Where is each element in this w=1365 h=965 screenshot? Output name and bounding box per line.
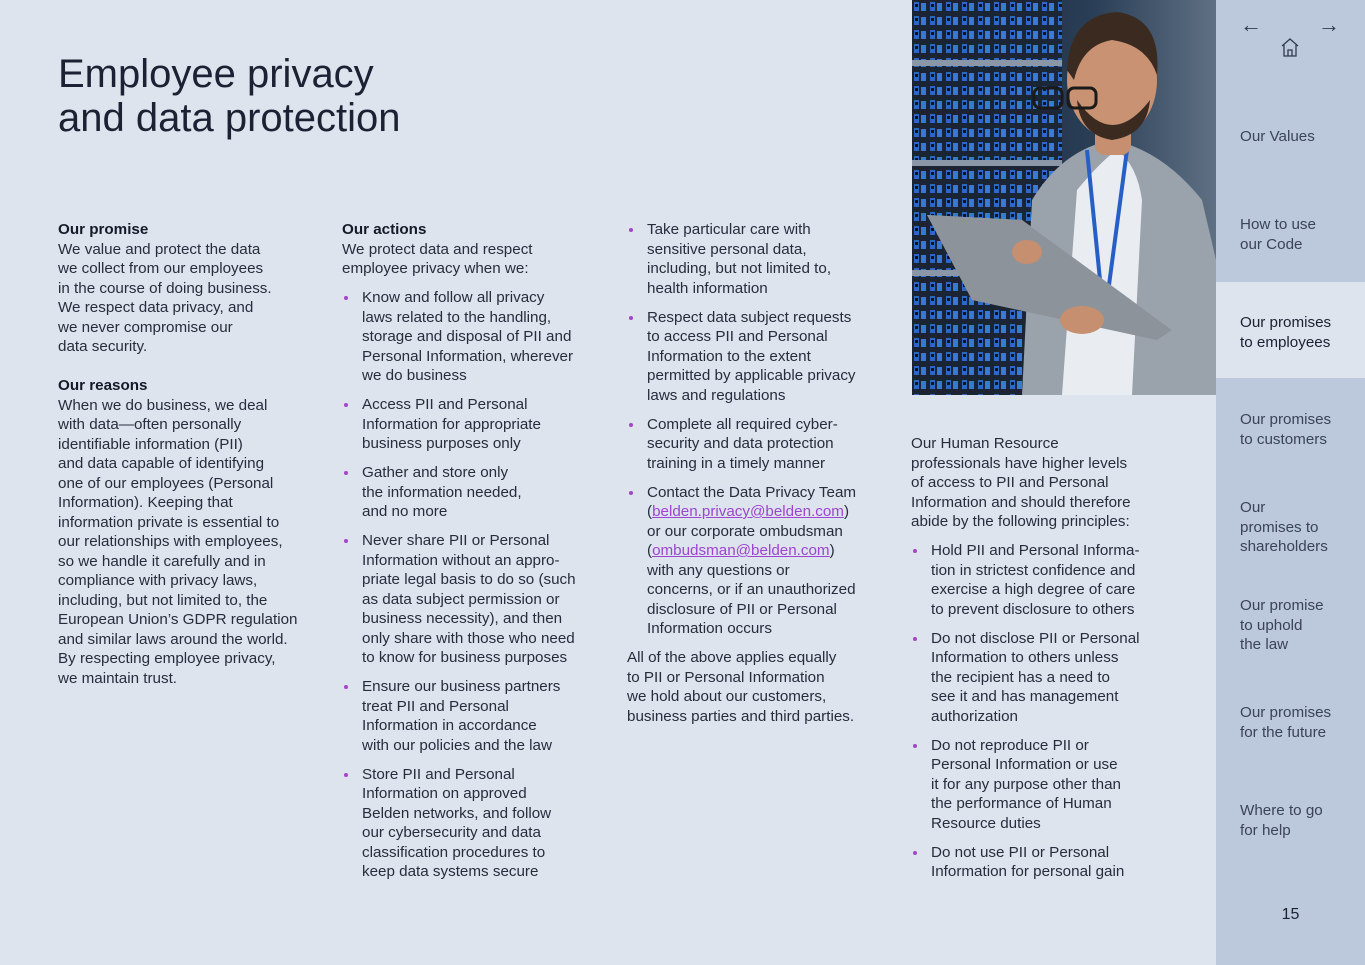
sidebar-item-our-values[interactable]: Our Values [1240, 128, 1315, 145]
reasons-text: When we do business, we deal with data—often personally identifiable information (PII) and data capable of identifying one of our employees (Personal Information). Keeping that information private is essential to our relationships with employees, so we handle it carefully and in compliance with privacy laws, including, but not limited to, the European Union’s GDPR regulation and similar laws around the world. By respecting employee privacy, we maintain trust. [58, 396, 298, 687]
list-item: Access PII and Personal Information for appropriate business purposes only [342, 395, 594, 454]
hr-intro: Our Human Resource professionals have higher levels of access to PII and Personal Information and should therefore abide by the following principles: [911, 435, 1131, 530]
page-title [58, 52, 400, 140]
home-icon[interactable] [1280, 36, 1300, 58]
column-actions-continued [627, 220, 881, 726]
list-item: Respect data subject requests to access PII and Personal Information to the extent permitted by applicable privacy laws and regulations [627, 308, 881, 406]
sidebar-item-how-to-use[interactable]: How to use our Code [1240, 216, 1316, 253]
page-title-line-2: and data protection [58, 96, 401, 140]
list-item: Ensure our business partners treat PII and Personal Information in accordance with our policies and the law [342, 677, 594, 755]
list-item: Take particular care with sensitive personal data, including, but not limited to, health information [627, 220, 881, 298]
list-item: Do not reproduce PII or Personal Information or use it for any purpose other than the performance of Human Resource duties [911, 736, 1161, 834]
list-item: Do not use PII or Personal Information for personal gain [911, 843, 1161, 882]
column-promise-reasons [58, 220, 308, 688]
actions-list [342, 288, 594, 882]
sidebar-item-uphold-law[interactable]: Our promise to uphold the law [1240, 597, 1324, 653]
sidebar-item-where-to-go[interactable]: Where to go for help [1240, 802, 1323, 839]
hr-principles-list [911, 541, 1161, 882]
column-hr-principles [911, 434, 1161, 882]
sidebar-item-promises-shareholders[interactable]: Our promises to shareholders [1240, 499, 1328, 555]
promise-heading: Our promise [58, 221, 149, 238]
actions-intro: We protect data and respect employee privacy when we: [342, 240, 533, 277]
list-item: Complete all required cyber- security and data protection training in a timely manner [627, 415, 881, 474]
actions-heading: Our actions [342, 221, 427, 238]
list-item: Do not disclose PII or Personal Information to others unless the recipient has a need to see it and has management authorization [911, 629, 1161, 727]
employee-laptop-photo [912, 0, 1216, 395]
forward-arrow-icon[interactable]: → [1318, 12, 1340, 37]
privacy-email-link[interactable]: belden.privacy@belden.com [652, 503, 844, 520]
reasons-heading: Our reasons [58, 377, 148, 394]
column-actions [342, 220, 594, 882]
list-item: Gather and store only the information needed, and no more [342, 463, 594, 522]
list-item-contact: Contact the Data Privacy Team (belden.privacy@belden.com) or our corporate ombudsman (ombudsman@belden.com) with any questions or concerns, or if an unauthorized disclosure of PII or Personal Information occurs [627, 483, 881, 639]
ombudsman-email-link[interactable]: ombudsman@belden.com [652, 542, 830, 559]
sidebar-item-promises-employees[interactable]: Our promises to employees [1216, 282, 1365, 378]
page-number: 15 [1281, 906, 1300, 923]
back-arrow-icon[interactable]: ← [1240, 12, 1262, 37]
sidebar-nav [1216, 0, 1365, 965]
list-item: Never share PII or Personal Information without an appro- priate legal basis to do so (such as data subject permission or business necessity), and then only share with those who need to know for business purposes [342, 531, 594, 668]
list-item: Store PII and Personal Information on approved Belden networks, and follow our cybersecurity and data classification procedures to keep data systems secure [342, 765, 594, 882]
sidebar-item-promises-future[interactable]: Our promises for the future [1240, 704, 1332, 741]
list-item: Know and follow all privacy laws related to the handling, storage and disposal of PII and Personal Information, wherever we do business [342, 288, 594, 386]
sidebar-item-promises-customers[interactable]: Our promises to customers [1240, 411, 1332, 448]
actions-list-continued [627, 220, 881, 639]
page-title-line-1: Employee privacy [58, 52, 374, 96]
promise-text: We value and protect the data we collect from our employees in the course of doing business. We respect data privacy, and we never compromise our data security. [58, 240, 272, 355]
list-item: Hold PII and Personal Informa- tion in strictest confidence and exercise a high degree of care to prevent disclosure to others [911, 541, 1161, 619]
closing-text: All of the above applies equally to PII or Personal Information we hold about our customers, business parties and third parties. [627, 649, 855, 725]
